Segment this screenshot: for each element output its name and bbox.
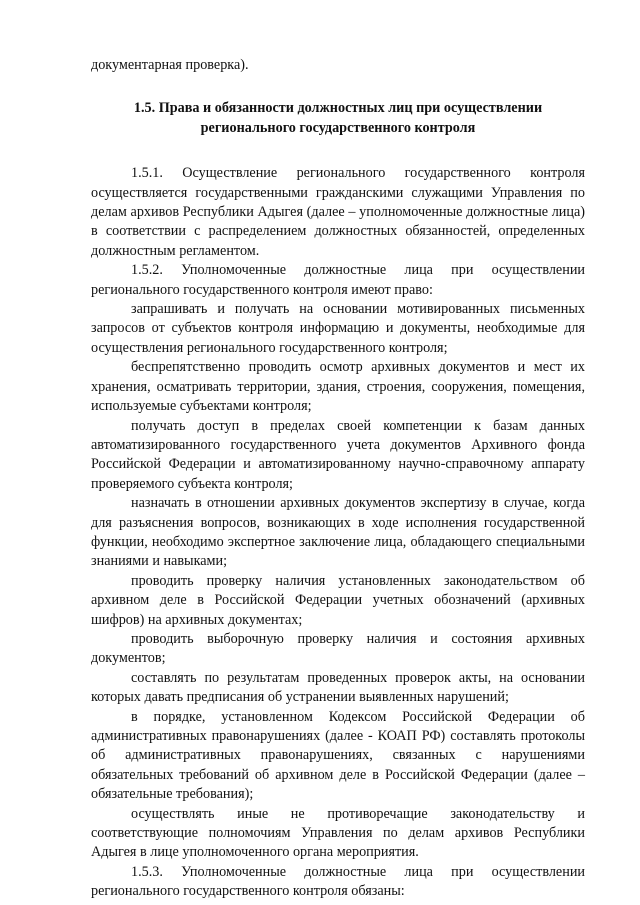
paragraph: 1.5.2. Уполномоченные должностные лица при осуществлении регионального государственного контроля имеют право: (91, 262, 585, 298)
lead-text: документарная проверка). (91, 57, 249, 73)
paragraph: 1.5.3. Уполномоченные должностные лица при осуществлении регионального государственного контроля обязаны: (91, 863, 585, 900)
paragraph: получать доступ в пределах своей компетенции к базам данных автоматизированного государственного учета документов Архивного фонда Российской Федерации и автоматизированному научно-справочному аппарату проверяемого субъекта контроля; (91, 417, 585, 492)
paragraph: проводить выборочную проверку наличия и состояния архивных документов; (91, 630, 585, 667)
paragraph: осуществлять иные не противоречащие законодательству и соответствующие полномочиям Управления по делам архивов Республики Адыгея в лице уполномоченного органа мероприятия. (91, 805, 585, 861)
paragraph: назначать в отношении архивных документов экспертизу в случае, когда для разъяснения вопросов, возникающих в ходе исполнения государственной функции, необходимо экспертное заключение лица, обладающего специальными знаниями и навыками; (91, 495, 585, 570)
paragraph: проводить проверку наличия установленных законодательством об архивном деле в Российской Федерации учетных обозначений (архивных шифров) на архивных документах; (91, 572, 585, 628)
paragraph: в порядке, установленном Кодексом Российской Федерации об административных правонарушениях (далее - КОАП РФ) составлять протоколы об административных правонарушениях, связанных с нарушениями обязательных требований об архивном деле в Российской Федерации (далее – обязательные требования); (91, 708, 585, 803)
paragraph: беспрепятственно проводить осмотр архивных документов и мест их хранения, осматривать территории, здания, строения, сооружения, помещения, используемые субъектами контроля; (91, 359, 585, 415)
page-content (91, 56, 585, 902)
paragraph: запрашивать и получать на основании мотивированных письменных запросов от субъектов контроля информацию и документы, необходимые для осуществления регионального государственного контроля; (91, 301, 585, 356)
paragraph: составлять по результатам проведенных проверок акты, на основании которых давать предписания об устранении выявленных нарушений; (91, 669, 585, 706)
paragraph: 1.5.1. Осуществление регионального государственного контроля осуществляется государственными гражданскими служащими Управления по делам архивов Республики Адыгея (далее – уполномоченные должностные лица) в соответствии с распределением должностных обязанностей, определенных должностным регламентом. (91, 165, 585, 259)
section-heading: 1.5. Права и обязанности должностных лиц при осуществлении регионального государственного контроля (133, 100, 543, 136)
